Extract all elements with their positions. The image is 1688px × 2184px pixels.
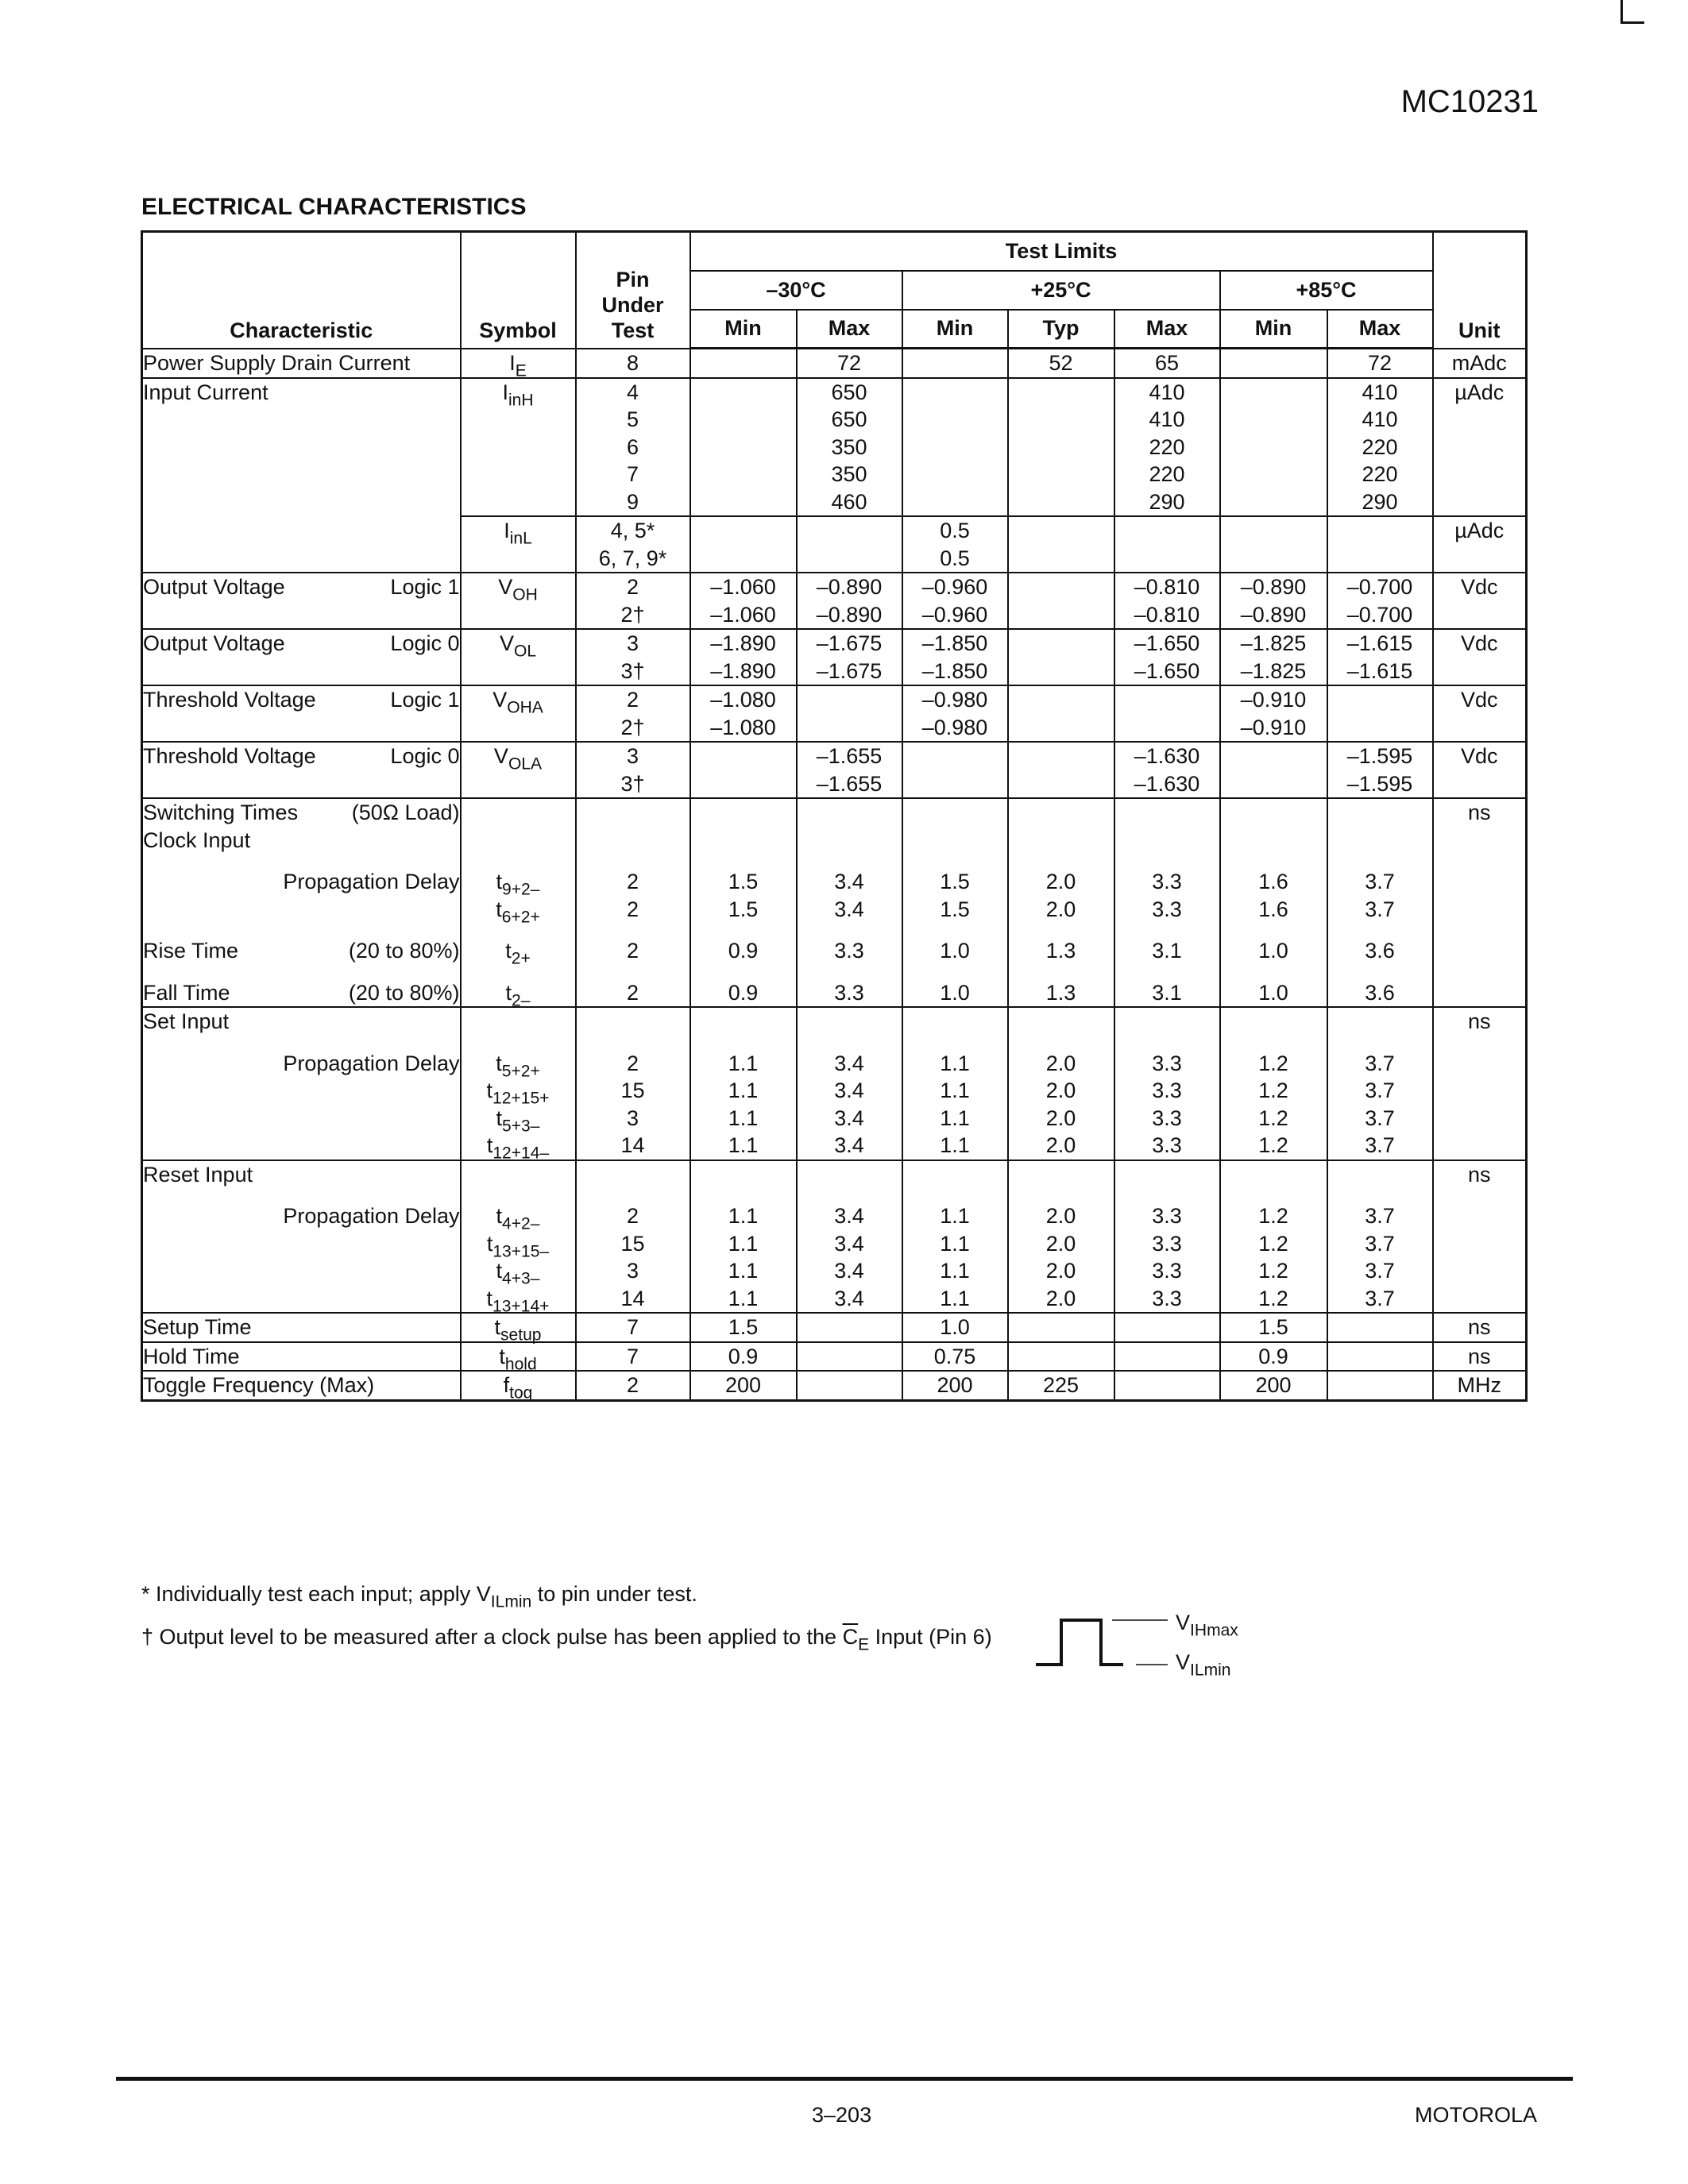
- corner-mark: [1620, 0, 1644, 24]
- table-row: Output Voltage Logic 1 $V_{OH}$ 2 2† –1.060 –1.060 –0.890 –0.890 –0.960 –0.960 –0.810 –0.810 –0.890 –0.890 –0.700 –0.700 Vdc: [142, 573, 1527, 629]
- table-row: Threshold Voltage Logic 0 $V_{OLA}$ 3 3† –1.655 –1.655 –1.630 –1.630 –1.595 –1.595 Vdc: [142, 742, 1527, 798]
- vihmax-label: $V_{IHmax}$: [1176, 1611, 1238, 1640]
- table-row: $I_{inL}$ 4, 5* 6, 7, 9* 0.5 0.5 µAdc: [142, 516, 1527, 573]
- table-row: Hold Time $t_{hold}$ 7 0.9 0.75 0.9 ns: [142, 1342, 1527, 1372]
- header-unit: Unit: [1433, 232, 1527, 349]
- table-row: Power Supply Drain Current $I_E$ 8 72 52 65 72 mAdc: [142, 349, 1527, 378]
- characteristic-cell: Input Current: [142, 378, 461, 573]
- table-row: Setup Time $t_{setup}$ 7 1.5 1.0 1.5 ns: [142, 1313, 1527, 1342]
- table-row: Output Voltage Logic 0 $V_{OL}$ 3 3† –1.890 –1.890 –1.675 –1.675 –1.850 –1.850 –1.650 –1.650 –1.825 –1.825 –1.615 –1.615 Vdc: [142, 629, 1527, 685]
- page-number: 3–203: [812, 2103, 872, 2127]
- table-row: Reset Input Propagation Delay $t_{4+2-}$ $t_{13+15-}$ $t_{4+3-}$ $t_{13+14+}$ 2 15 3 14 1.1 1.1 1.1 1.1 3.4 3.4 3.4 3.4 1.1 1.1 1.1 1.1 2.0 2.0 2.0 2.0 3.3 3.3 3.3 3.3 1.2 1.2 1.2 1.2 3.7 3.7 3.7 3.7 ns: [142, 1160, 1527, 1314]
- electrical-characteristics-table: [141, 230, 1528, 1402]
- part-number: MC10231: [1400, 84, 1539, 119]
- header-max: Max: [797, 310, 902, 349]
- table-row: Set Input Propagation Delay $t_{5+2+}$ $t_{12+15+}$ $t_{5+3-}$ $t_{12+14-}$ 2 15 3 14 1.1 1.1 1.1 1.1 3.4 3.4 3.4 3.4 1.1 1.1 1.1 1.1 2.0 2.0 2.0 2.0 3.3 3.3 3.3 3.3 1.2 1.2 1.2 1.2 3.7 3.7 3.7 3.7 ns: [142, 1007, 1527, 1160]
- header-max: Max: [1327, 310, 1433, 349]
- brand-name: MOTOROLA: [1414, 2103, 1537, 2127]
- header-symbol: Symbol: [461, 232, 576, 349]
- characteristic-cell: Power Supply Drain Current: [142, 349, 461, 378]
- header-max: Max: [1114, 310, 1220, 349]
- switching-times-cell: Switching Times (50Ω Load) Clock Input Propagation Delay Rise Time (20 to 80%) Fall Time (20 to 80%): [142, 798, 461, 1007]
- table-row: Toggle Frequency (Max) $f_{tog}$ 2 200 200 225 200 MHz: [142, 1371, 1527, 1400]
- header-typ: Typ: [1008, 310, 1114, 349]
- header-characteristic: Characteristic: [142, 232, 461, 349]
- header-min: Min: [690, 310, 797, 349]
- footnote-output-level: † Output level to be measured after a clock pulse has been applied to the $\overline{C}_E$ Input (Pin 6): [141, 1625, 992, 1654]
- header-temp-plus25: +25°C: [902, 271, 1220, 310]
- clock-pulse-waveform: [1036, 1620, 1123, 1665]
- header-temp-plus85: +85°C: [1220, 271, 1433, 310]
- table-row: Threshold Voltage Logic 1 $V_{OHA}$ 2 2† –1.080 –1.080 –0.980 –0.980 –0.910 –0.910 Vdc: [142, 685, 1527, 742]
- footnote-individual-test: * Individually test each input; apply $V_{ILmin}$ to pin under test.: [141, 1582, 697, 1611]
- pin-cell: 8: [576, 349, 690, 378]
- header-min: Min: [1220, 310, 1327, 349]
- header-temp-minus30: –30°C: [690, 271, 902, 310]
- table-row: Input Current $I_{inH}$ 4 5 6 7 9 650 650 350 350 460 410 410 220 220 290 410 410 220 220 290 µAdc: [142, 378, 1527, 517]
- table-row: Switching Times (50Ω Load) Clock Input Propagation Delay Rise Time (20 to 80%) Fall Time (20 to 80%) $t_{9+2-}$ $t_{6+2+}$ $t_{2+}$ $t_{2-}$ 2 2 2 2 1.5 1.5 0.9 0.9 3.4 3.4 3.3 3.3 1.5 1.5 1.0 1.0 2.0 2.0 1.3 1.3 3.3 3.3 3.1 3.1 1.6 1.6 1.0 1.0 3.7 3.7 3.6 3.6 ns: [142, 798, 1527, 1007]
- header-pin-under-test: Pin Under Test: [576, 232, 690, 349]
- symbol-cell: $I_E$: [461, 349, 576, 378]
- section-title: ELECTRICAL CHARACTERISTICS: [141, 194, 527, 220]
- footer-rule: [116, 2077, 1573, 2081]
- header-test-limits: Test Limits: [690, 232, 1433, 271]
- vilmin-label: $V_{ILmin}$: [1176, 1650, 1231, 1680]
- header-min: Min: [902, 310, 1008, 349]
